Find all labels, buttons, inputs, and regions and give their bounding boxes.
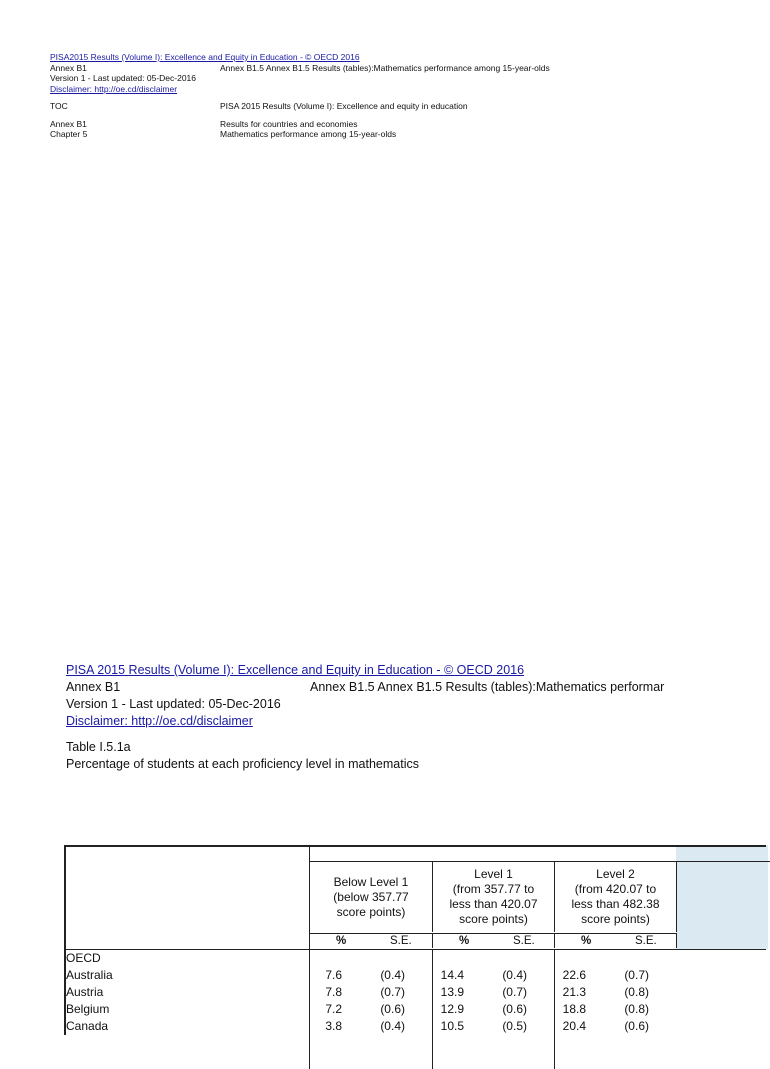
level-header-label: Below Level 1 (below 357.77 score points) [333,874,409,919]
table-header [66,847,766,950]
se-value: (0.5) [502,1019,527,1033]
country-name: Austria [66,985,104,999]
annex-b1-label: Annex B1 [50,118,87,129]
sheet-disclaimer-link[interactable]: Disclaimer: http://oe.cd/disclaimer [66,714,253,728]
table-title: Percentage of students at each proficiency level in mathematics [66,757,419,771]
pct-header: % [336,935,347,947]
chapter-value: Mathematics performance among 15-year-olds [220,129,397,139]
publication-title-link[interactable]: PISA2015 Results (Volume I): Excellence and Equity in Education - © OECD 2016 [50,52,360,62]
se-header: S.E. [635,935,657,947]
toc-label: TOC [50,101,68,111]
se-header: S.E. [513,935,535,947]
subheader-below-1 [310,933,433,948]
chapter-label: Chapter 5 [50,129,88,139]
pct-value: 3.8 [325,1019,342,1033]
se-value: (0.6) [624,1019,649,1033]
pct-value: 20.4 [562,1019,586,1033]
se-value: (0.4) [502,968,527,982]
subheader-level-2 [555,933,677,948]
table-row [66,984,766,1001]
header-top-band [310,847,770,862]
group-label: OECD [66,951,101,965]
table-row [66,1001,766,1018]
pct-header: % [459,935,470,947]
se-value: (0.7) [380,985,405,999]
table-row [66,1018,766,1035]
pct-value: 13.9 [440,985,464,999]
pct-header: % [581,935,592,947]
table-id: Table I.5.1a [66,740,131,754]
se-value: (0.7) [624,968,649,982]
country-name: Canada [66,1019,109,1033]
annex-detail: Annex B1.5 Annex B1.5 Results (tables):Mathematics performance among 15-year-olds [220,62,550,73]
se-value: (0.4) [380,1019,405,1033]
se-value: (0.7) [502,985,527,999]
level-header-label: Level 1 (from 357.77 to less than 420.07 score points) [449,867,538,926]
se-header: S.E. [390,935,412,947]
level-header-label: Level 2 (from 420.07 to less than 482.38 score points) [571,867,660,926]
country-name: Australia [66,968,113,982]
annex-b1-value: Results for countries and economies [220,118,358,129]
level-header-below-1 [310,862,433,932]
pct-value: 10.5 [440,1019,464,1033]
country-name: Belgium [66,1002,110,1016]
level-header-2 [555,862,677,932]
disclaimer-link[interactable]: Disclaimer: http://oe.cd/disclaimer [50,83,178,94]
pct-value: 22.6 [562,968,586,982]
sheet-version-text: Version 1 - Last updated: 05-Dec-2016 [66,697,281,711]
se-value: (0.4) [380,968,405,982]
pct-value: 7.6 [325,968,342,982]
subheader-level-1 [433,933,555,948]
pct-value: 7.8 [325,985,342,999]
se-value: (0.8) [624,985,649,999]
version-text: Version 1 - Last updated: 05-Dec-2016 [50,73,197,83]
proficiency-table [64,845,676,1033]
group-row [66,950,766,967]
pct-value: 7.2 [325,1002,342,1016]
sheet-header [66,662,676,773]
stub-header-cell [66,847,310,949]
sheet-annex-detail: Annex B1.5 Annex B1.5 Results (tables):Mathematics performar [310,680,665,694]
level-header-1 [433,862,555,932]
annex-label: Annex B1 [50,62,87,73]
pct-value: 12.9 [440,1002,464,1016]
se-value: (0.6) [502,1002,527,1016]
table-row [66,967,766,984]
se-value: (0.8) [624,1002,649,1016]
pct-value: 14.4 [440,968,464,982]
sheet-publication-title-link[interactable]: PISA 2015 Results (Volume I): Excellence and Equity in Education - © OECD 2016 [66,663,525,677]
pct-value: 21.3 [562,985,586,999]
workbook-header [50,52,740,140]
pct-value: 18.8 [562,1002,586,1016]
table-body [66,950,766,1035]
toc-value: PISA 2015 Results (Volume I): Excellence and equity in education [220,101,468,111]
sheet-annex-label: Annex B1 [66,680,121,694]
se-value: (0.6) [380,1002,405,1016]
country-rows [66,967,766,1035]
